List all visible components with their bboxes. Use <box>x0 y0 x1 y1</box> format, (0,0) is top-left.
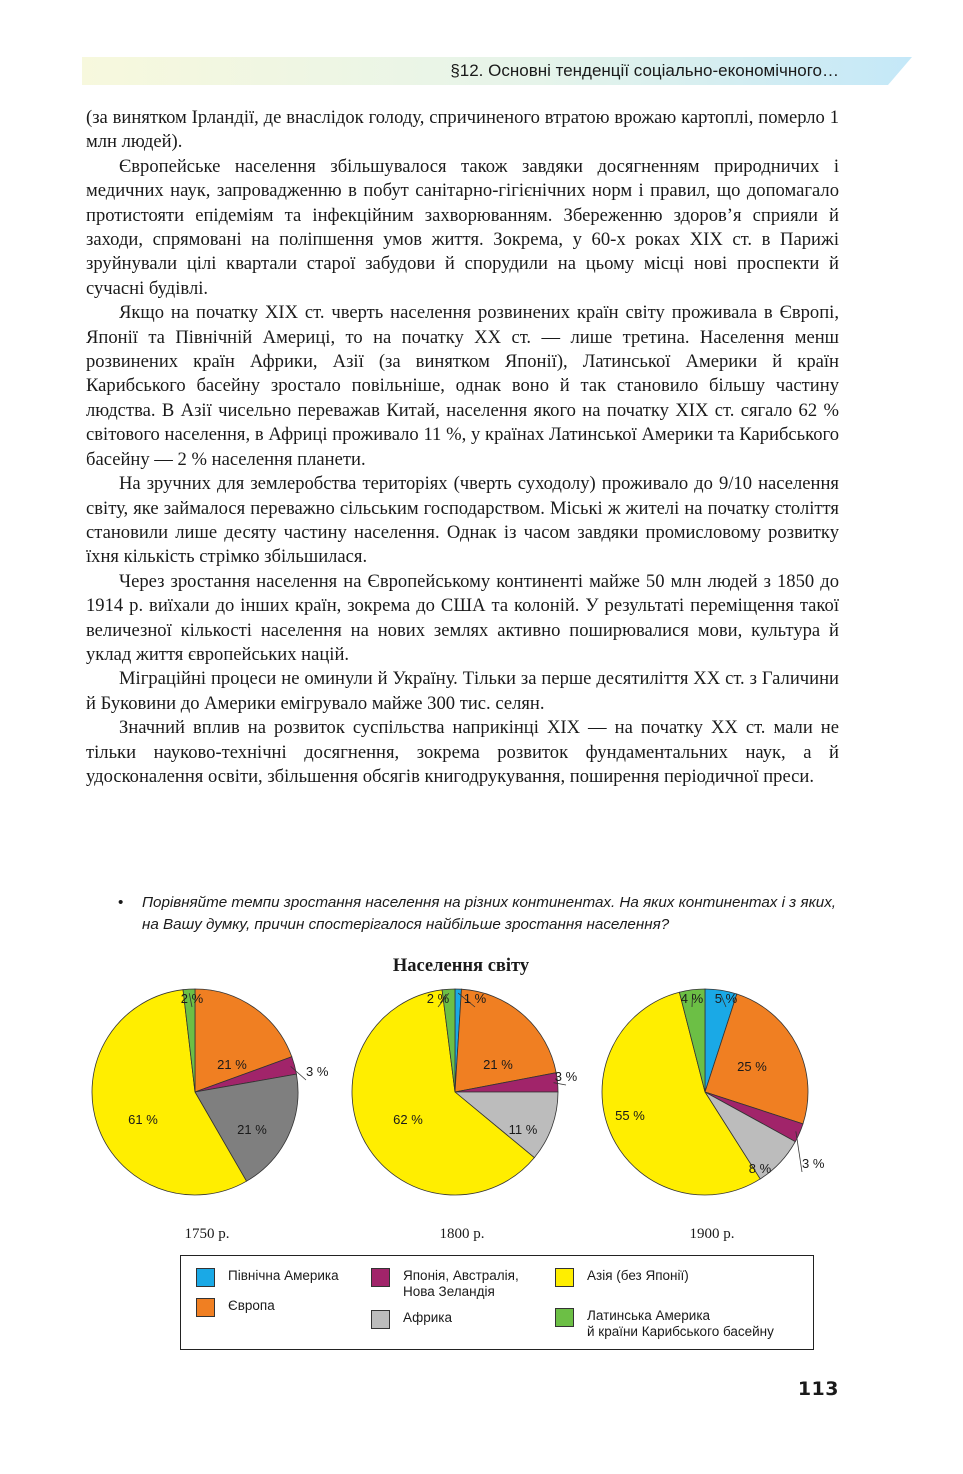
pie-data-label: 21 % <box>237 1122 267 1137</box>
pie-year-label: 1900 р. <box>689 1226 735 1242</box>
legend-label: Європа <box>228 1298 275 1313</box>
pie-data-label: 61 % <box>128 1112 158 1127</box>
legend-label-line: Нова Зеландія <box>403 1284 495 1299</box>
paragraph: (за винятком Ірландії, де внаслідок голоду, спричиненого втратою врожаю картоплі, померло 1 млн людей). <box>86 107 839 153</box>
chart-title: Населення світу <box>392 956 530 976</box>
legend-label-line: Латинська Америка <box>587 1308 711 1323</box>
pie-data-label: 4 % <box>680 991 704 1006</box>
legend-label: Азія (без Японії) <box>587 1268 689 1283</box>
legend-label <box>587 1308 774 1340</box>
question-block <box>118 892 843 936</box>
pie-data-label: 21 % <box>217 1057 247 1072</box>
pie-data-label: 3 % <box>306 1064 329 1079</box>
paragraph: Значний вплив на розвиток суспільства наприкінці XIX — на початку XX ст. мали не тільки науково-технічні досягнення, зокрема розвиток фундаментальних наук, а й удосконалення освіти, збільшення обсягів книгодрукування, поширення періодичної преси. <box>86 717 839 787</box>
legend-item-latin-america <box>555 1308 774 1340</box>
paragraph: Європейське населення збільшувалося також завдяки досягненням природничих і медичних наук, запровадженню в побут санітарно-гігієнічних норм і правил, що допомагало протистояти епідеміям та інфекційним захворюванням. Збереженню здоров’я сприяли й заходи, спрямовані на поліпшення умов життя. Зокрема, у 60-х роках XIX ст. в Парижі зруйнували цілі квартали старої забудови й спорудили на цьому місці нові проспекти й сучасні будівлі. <box>86 155 839 299</box>
legend-item-europe <box>196 1298 275 1317</box>
pie-data-label: 2 % <box>426 991 450 1006</box>
legend-swatch <box>371 1310 390 1329</box>
pie-chart-0 <box>92 989 329 1242</box>
pie-chart-2 <box>602 989 825 1242</box>
pie-chart-1 <box>352 989 578 1242</box>
paragraph: Міграційні процеси не оминули й Україну. Тільки за перше десятиліття XX ст. з Галичини й Буковини до Америки емігрувало майже 300 тис. селян. <box>86 668 839 714</box>
legend-swatch <box>196 1298 215 1317</box>
pie-year-label: 1800 р. <box>439 1226 485 1242</box>
pie-year-label: 1750 р. <box>184 1226 230 1242</box>
legend <box>180 1255 814 1350</box>
question-text: Порівняйте темпи зростання населення на різних континентах. На яких континентах і з яких, на Вашу думку, причин спостерігалося найбільше зростання населення? <box>142 894 837 933</box>
pie-data-label: 25 % <box>737 1059 767 1074</box>
paragraph: Якщо на початку XIX ст. чверть населення розвинених країн світу проживала в Європі, Японії та Північній Америці, то на початку XX ст. — лише третина. Населення менш розвинених країн Африки, Азії (за винятком Японії), Латинської Америки й країн Карибського басейну зростало повільніше, однак воно й так становило більшу частину людства. В Азії чисельно переважав Китай, населення якого на початку XIX ст. сягало 62 % світового населення, в Африці проживало 11 %, у країнах Латинської Америки та Карибського басейну — 2 % населення планети. <box>86 302 839 470</box>
legend-swatch <box>555 1268 574 1287</box>
pie-data-label: 5 % <box>714 991 738 1006</box>
legend-item-africa <box>371 1310 452 1329</box>
legend-item-asia <box>555 1268 689 1287</box>
legend-label: Африка <box>403 1310 453 1325</box>
pie-data-label: 3 % <box>554 1069 578 1084</box>
legend-swatch <box>555 1308 574 1327</box>
legend-label: Північна Америка <box>228 1268 339 1283</box>
legend-label-line: Японія, Австралія, <box>403 1268 519 1283</box>
legend-swatch <box>196 1268 215 1287</box>
bullet: • <box>118 894 124 911</box>
legend-label-line: й країни Карибського басейну <box>587 1324 774 1339</box>
paragraph: Через зростання населення на Європейському континенті майже 50 млн людей з 1850 до 1914 р. виїхали до інших країн, зокрема до США та колоній. У результаті переміщення такої величезної кількості населення на нових землях активно поширювалися мови, культура й уклад життя європейських націй. <box>86 570 839 665</box>
pie-data-label: 3 % <box>802 1156 825 1171</box>
pie-data-label: 1 % <box>463 991 487 1006</box>
pie-charts <box>0 980 963 1250</box>
paragraph: На зручних для землеробства територіях (чверть суходолу) проживало до 9/10 населення світу, яке займалося переважно сільським господарством. Міські ж жителі на початку століття становили лише десяту частину населення. Однак із часом завдяки промисловому розвитку їхня кількість стрімко збільшилася. <box>86 473 839 568</box>
pie-data-label: 62 % <box>393 1112 423 1127</box>
pie-data-label: 21 % <box>483 1057 513 1072</box>
legend-item-japan-australia-nz <box>371 1268 519 1300</box>
legend-item-north-america <box>196 1268 339 1287</box>
body-text <box>86 106 839 789</box>
pie-data-label: 11 % <box>508 1122 538 1137</box>
page-number: 113 <box>797 1378 839 1400</box>
legend-label <box>403 1268 519 1300</box>
pie-data-label: 55 % <box>615 1108 645 1123</box>
pie-data-label: 2 % <box>180 991 204 1006</box>
legend-swatch <box>371 1268 390 1287</box>
pie-data-label: 8 % <box>748 1161 772 1176</box>
running-header: §12. Основні тенденції соціально-економічного… <box>450 61 839 80</box>
